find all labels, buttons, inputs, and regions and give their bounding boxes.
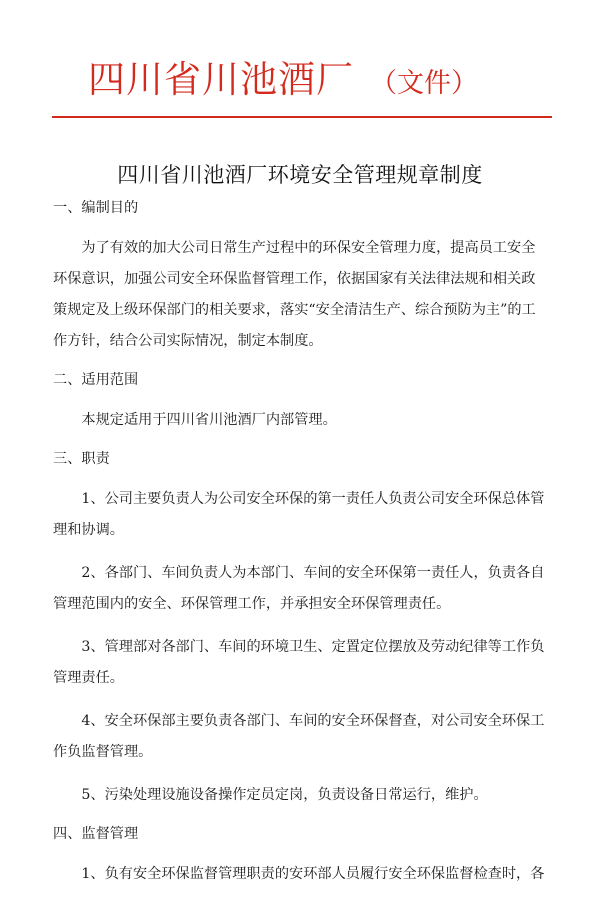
paragraph-supervision: 1、负有安全环保监督管理职责的安环部人员履行安全环保监督检查时，各 bbox=[81, 866, 545, 882]
doc-type-label: （文件） bbox=[370, 68, 478, 99]
document-header bbox=[88, 55, 548, 105]
paragraph-scope: 本规定适用于四川省川池酒厂内部管理。 bbox=[81, 412, 337, 428]
duty-item-4: 4、安全环保部主要负责各部门、车间的安全环保督查，对公司安全环保工作负监督管理。 bbox=[53, 713, 545, 760]
section-heading-duties: 三、职责 bbox=[53, 451, 110, 467]
section-heading-purpose: 一、编制目的 bbox=[53, 200, 139, 216]
duty-item-2: 2、各部门、车间负责人为本部门、车间的安全环保第一责任人，负责各自管理范围内的安全、环保管理工作，并承担安全环保管理责任。 bbox=[53, 565, 545, 612]
header-red-rule bbox=[52, 116, 552, 118]
duty-item-3: 3、管理部对各部门、车间的环境卫生、定置定位摆放及劳动纪律等工作负管理责任。 bbox=[53, 639, 545, 686]
document-body bbox=[53, 197, 547, 902]
org-name: 四川省川池酒厂 bbox=[88, 58, 354, 101]
section-heading-supervision: 四、监督管理 bbox=[53, 826, 139, 842]
document-title: 四川省川池酒厂环境安全管理规章制度 bbox=[117, 163, 483, 187]
duty-item-5: 5、污染处理设施设备操作定员定岗，负责设备日常运行，维护。 bbox=[81, 787, 488, 803]
section-heading-scope: 二、适用范围 bbox=[53, 372, 139, 388]
paragraph-purpose: 为了有效的加大公司日常生产过程中的环保安全管理力度，提高员工安全环保意识，加强公司安全环保监督管理工作，依据国家有关法律法规和相关政策规定及上级环保部门的相关要求，落实“安全清洁生产、综合预防为主”的工作方针，结合公司实际情况，制定本制度。 bbox=[53, 240, 536, 349]
duty-item-1: 1、公司主要负责人为公司安全环保的第一责任人负责公司安全环保总体管理和协调。 bbox=[53, 491, 545, 538]
